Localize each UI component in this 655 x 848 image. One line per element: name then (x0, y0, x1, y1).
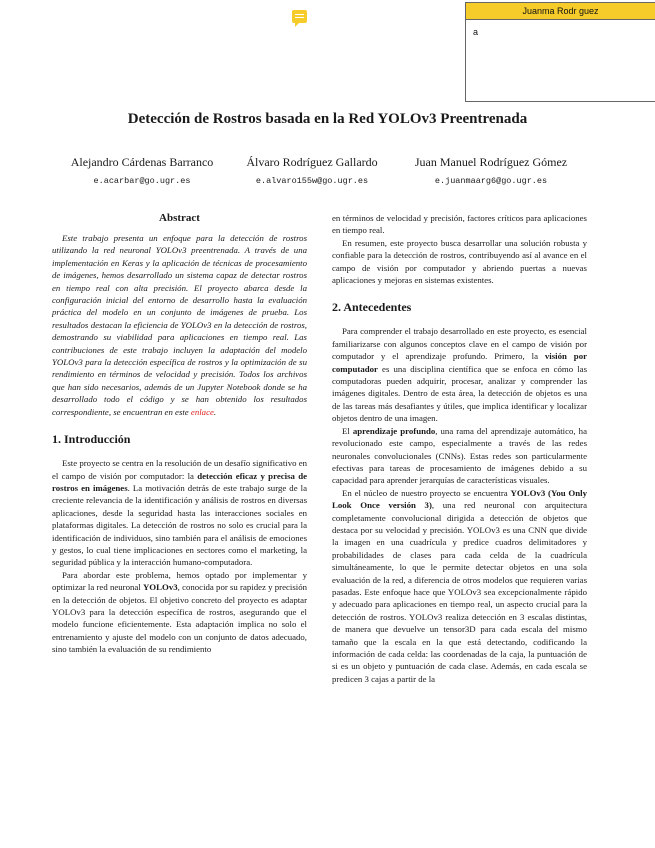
author-name: Álvaro Rodríguez Gallardo (246, 155, 378, 169)
author-name: Juan Manuel Rodríguez Gómez (414, 155, 568, 169)
right-column (332, 212, 587, 685)
abstract (52, 232, 307, 418)
intro-paragraph-4: En resumen, este proyecto busca desarrollar una solución robusta y confiable para la detección de rostros, contribuyendo así al avance en el campo de visión por computador y abriendo puertas a nuevas aplicaciones y mejoras en sistemas existentes. (332, 237, 587, 286)
abstract-paragraph: Este trabajo presenta un enfoque para la detección de rostros utilizando la red neuronal YOLOv3 preentrenada. A través de una implementación en Keras y la aplicación de técnicas de procesamiento de imágenes, hemos desarrollado un sistema capaz de detectar rostros en tiempo real con alta precisión. El proyecto abarca desde la configuración inicial del entorno de desarrollo hasta la evaluación práctica del modelo en un conjunto de imágenes de prueba. Los resultados destacan la eficiencia de YOLOv3 en la detección de rostros, demostrando su viabilidad para aplicaciones en tiempo real. Las contribuciones de este trabajo incluyen la adaptación del modelo YOLOv3 para la detección específica de rostros y la optimización de su rendimiento en términos de velocidad y precisión. Todos los archivos que han sido necesarios, además de un Jupyter Notebook donde se ha desarrollado todo el código y se han obtenido los resultados correspondiente, se encuentran en este enlace. (52, 233, 307, 417)
background-paragraph-1: Para comprender el trabajo desarrollado en este proyecto, es esencial familiarizarse con algunos conceptos clave en el campo de visión por computador y el aprendizaje profundo. Primero, la visión por computador es una disciplina científica que se enfoca en cómo las computadoras pueden adquirir, procesar, analizar y comprender las imágenes digitales. Dentro de esta área, la detección de objetos es una de las tareas más desafiantes y útiles, que implica identificar y localizar objetos dentro de una imagen. (332, 326, 587, 424)
intro-paragraph-2: Para abordar este problema, hemos optado por implementar y optimizar la red neuronal YOLOv3, conocida por su rapidez y precisión en la detección de objetos. El objetivo concreto del proyecto es adaptar YOLOv3 para la detección específica de rostros, asegurando que el modelo funcione eficientemente. Esta adaptación implica no solo el entrenamiento y ajuste del modelo con un conjunto de datos adecuado, sino también la evaluación de su rendimiento (52, 569, 307, 655)
author-block (62, 155, 222, 186)
intro-paragraph-3: en términos de velocidad y precisión, factores críticos para aplicaciones en tiempo real. (332, 213, 587, 236)
section-2-heading: 2. Antecedentes (332, 300, 412, 315)
author-email: e.juanmaarg6@go.ugr.es (434, 176, 548, 186)
background-paragraph-2: El aprendizaje profundo, una rama del aprendizaje automático, ha revolucionado este campo, especialmente a través de las redes neuronales convolucionales (CNNs). Estas redes son particularmente efectivas para tareas de procesamiento de imágenes debido a su capacidad para aprender jerarquías de características visuales. (332, 425, 587, 486)
comment-note-icon[interactable] (292, 10, 307, 23)
left-column (52, 212, 307, 656)
background-paragraph-3: En el núcleo de nuestro proyecto se encuentra YOLOv3 (You Only Look Once versión 3), una red neuronal con arquitectura completamente convolucional dirigida a detección de objetos que destaca por su velocidad y precisión. YOLOv3 es una CNN que divide la imagen en una cuadrícula y predice cuadros delimitadores y probabilidades de clases para cada celda de la cuadrícula simultáneamente, lo que le permite detectar objetos en una sola evaluación de la red, a diferencia de otros modelos que requieren varias pasadas. Este enfoque hace que YOLOv3 sea excepcionalmente rápido y adecuado para aplicaciones en tiempo real, un aspecto crucial para la detección de rostros. YOLOv3 realiza detección en 3 escalas distintas, de manera que devuelve un tensor3D para cada escala del mismo tamaño que la escala en la que está detectando, codificando la información de cada celda: las coordenadas de la caja, la puntuación de si es un objeto y puntuación de cada clase. Además, en cada escala se predicen 3 cajas a partir de la (332, 487, 588, 684)
intro-paragraph-1: Este proyecto se centra en la resolución de un desafío significativo en el campo de visión por computador: la detección eficaz y precisa de rostros en imágenes. La motivación detrás de este trabajo surge de la creciente relevancia de la identificación y análisis de rostros en diversas aplicaciones, desde la seguridad hasta las interacciones sociales en plataformas digitales. La detección de rostros no solo es crucial para la identificación de individuos, sino también para el análisis de emociones y gestos, lo cual tiene implicaciones en sectores como el marketing, la seguridad pública y la interacción humano-computadora. (52, 458, 308, 568)
paper-title: Detección de Rostros basada en la Red YOLOv3 Preentrenada (127, 111, 528, 127)
comment-author: Juanma Rodr guez (466, 3, 655, 20)
author-email: e.alvaro155w@go.ugr.es (255, 176, 369, 186)
author-email: e.acarbar@go.ugr.es (93, 176, 191, 186)
comment-text[interactable]: a (473, 27, 479, 37)
author-block (405, 155, 577, 186)
section-1-heading: 1. Introducción (52, 432, 131, 447)
abstract-link[interactable]: enlace (190, 406, 214, 417)
abstract-heading: Abstract (159, 212, 200, 224)
comment-popup[interactable] (465, 2, 655, 102)
author-name: Alejandro Cárdenas Barranco (70, 155, 214, 169)
author-block (237, 155, 387, 186)
